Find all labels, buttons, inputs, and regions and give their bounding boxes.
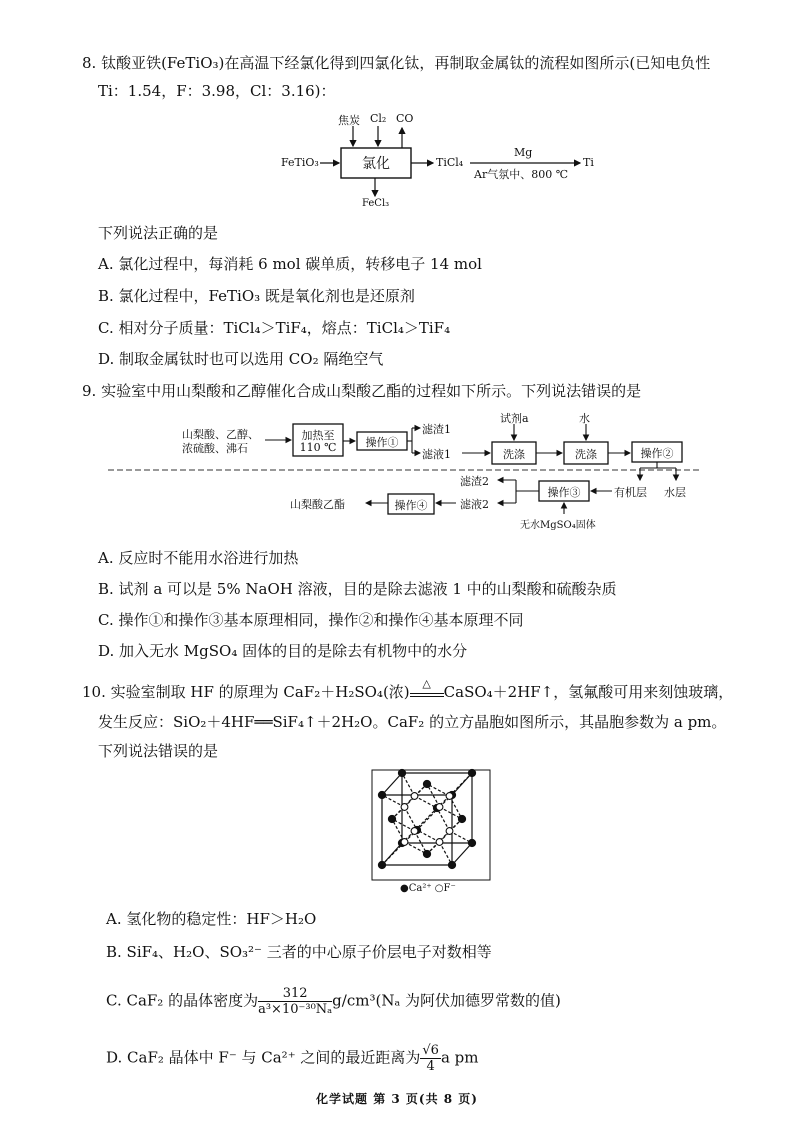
ca-ion	[458, 815, 465, 822]
q9-filtrate1: 滤液1	[422, 448, 451, 461]
f-ion	[436, 839, 443, 846]
q8-feed-label: FeTiO₃	[281, 156, 319, 169]
q9-option-d: D. 加入无水 MgSO₄ 固体的目的是除去有机物中的水分	[98, 642, 468, 660]
q8-final-ti: Ti	[583, 156, 594, 169]
q9-drying-agent: 无水MgSO₄固体	[520, 520, 596, 531]
q9-reactants-line2: 浓硫酸、沸石	[182, 442, 248, 455]
ca-ion	[378, 791, 385, 798]
q9-option-c: C. 操作①和操作③基本原理相同，操作②和操作④基本原理不同	[98, 611, 524, 629]
q9-stem: 9. 实验室中用山梨酸和乙醇催化合成山梨酸乙酯的过程如下所示。下列说法错误的是	[82, 382, 642, 400]
q10-option-b: B. SiF₄、H₂O、SO₃²⁻ 三者的中心原子价层电子对数相等	[106, 943, 492, 961]
ca-ion	[468, 839, 475, 846]
q8-stem-line2: Ti：1.54，F：3.98，Cl：3.16)：	[98, 82, 336, 100]
q9-product: 山梨酸乙酯	[290, 498, 345, 511]
density-numerator: 312	[258, 986, 332, 1002]
density-fraction	[258, 986, 332, 1017]
cell-edge	[452, 843, 472, 865]
q9-option-b: B. 试剂 a 可以是 5% NaOH 溶液，目的是除去滤液 1 中的山梨酸和硫酸杂质	[98, 580, 617, 598]
q8-input-cl2: Cl₂	[370, 112, 387, 125]
q9-op2-box: 操作②	[640, 447, 674, 460]
q10-option-d-suffix: a pm	[440, 1048, 479, 1067]
ca-ion	[423, 850, 430, 857]
q9-heat-box-line2: 110 ℃	[299, 441, 337, 454]
q8-option-a: A. 氯化过程中，每消耗 6 mol 碳单质，转移电子 14 mol	[98, 255, 482, 273]
f-ion	[401, 804, 408, 811]
q10-stem-line2: 发生反应：SiO₂＋4HF══SiF₄↑＋2H₂O。CaF₂ 的立方晶胞如图所示，其晶胞参数为 a pm。	[98, 713, 727, 731]
q8-input-coke: 焦炭	[338, 114, 360, 127]
q8-option-b: B. 氯化过程中，FeTiO₃ 既是氧化剂也是还原剂	[98, 287, 415, 305]
q9-water: 水	[579, 412, 590, 425]
q10-option-c-prefix: C. CaF₂ 的晶体密度为	[106, 991, 259, 1010]
q9-filtrate2: 滤液2	[460, 498, 489, 511]
q8-reagent-mg: Mg	[514, 146, 533, 159]
q10-option-c	[106, 986, 561, 1017]
q8-option-c: C. 相对分子质量：TiCl₄＞TiF₄，熔点：TiCl₄＞TiF₄	[98, 319, 451, 337]
f-ion	[436, 804, 443, 811]
distance-numerator: √6	[422, 1043, 439, 1058]
f-ion	[411, 793, 418, 800]
q10-heat-symbol: △	[422, 677, 431, 690]
q9-option-a: A. 反应时不能用水浴进行加热	[98, 549, 299, 567]
q9-reagent-a: 试剂a	[500, 412, 529, 425]
q10-prompt: 下列说法错误的是	[98, 742, 219, 760]
q9-op3-box: 操作③	[547, 486, 581, 499]
q8-product-ticl4: TiCl₄	[436, 156, 464, 169]
ca-ion	[448, 861, 455, 868]
f-ion	[411, 828, 418, 835]
cell-edge	[382, 773, 402, 795]
q8-stem-line1: 8. 钛酸亚铁(FeTiO₃)在高温下经氯化得到四氯化钛，再制取金属钛的流程如图所示(已知电负性	[82, 54, 711, 72]
q9-op4-box: 操作④	[394, 499, 428, 512]
q9-reactants-line1: 山梨酸、乙醇、	[182, 428, 259, 441]
density-denominator: a³×10⁻³⁰Nₐ	[258, 1002, 333, 1017]
q8-output-co: CO	[396, 112, 414, 125]
q8-option-d: D. 制取金属钛时也可以选用 CO₂ 隔绝空气	[98, 350, 384, 368]
q8-chlorination-box: 氯化	[362, 156, 390, 172]
q8-condition: Ar气氛中、800 ℃	[474, 168, 568, 181]
q10-option-a: A. 氢化物的稳定性：HF＞H₂O	[106, 910, 317, 928]
q9-organic-layer: 有机层	[614, 486, 647, 499]
q10-stem-part2: CaSO₄＋2HF↑，氢氟酸可用来刻蚀玻璃，	[443, 683, 734, 701]
cell-legend: ●Ca²⁺ ○F⁻	[400, 883, 456, 894]
q8-output-fecl3: FeCl₃	[362, 198, 390, 209]
q9-wash2-box: 洗涤	[575, 448, 597, 461]
page-footer: 化学试题 第 3 页(共 8 页)	[316, 1092, 478, 1106]
q10-stem-part1: 10. 实验室制取 HF 的原理为 CaF₂＋H₂SO₄(浓)	[82, 683, 410, 701]
q10-option-d-prefix: D. CaF₂ 晶体中 F⁻ 与 Ca²⁺ 之间的最近距离为	[106, 1048, 421, 1067]
f-ion	[401, 839, 408, 846]
distance-denominator: 4	[426, 1059, 435, 1074]
q9-aqueous-layer: 水层	[664, 486, 686, 499]
q9-residue1: 滤渣1	[422, 423, 451, 436]
distance-fraction	[420, 1043, 441, 1074]
ca-ion	[388, 815, 395, 822]
q8-prompt: 下列说法正确的是	[98, 224, 219, 242]
f-ion	[446, 793, 453, 800]
ca-ion	[423, 780, 430, 787]
q9-op1-box: 操作①	[365, 436, 399, 449]
ca-ion	[378, 861, 385, 868]
q9-residue2: 滤渣2	[460, 475, 489, 488]
q10-option-d	[106, 1043, 479, 1074]
q10-option-c-suffix: g/cm³(Nₐ 为阿伏加德罗常数的值)	[332, 991, 561, 1010]
q9-heat-box-line1: 加热至	[301, 429, 335, 442]
f-ion	[446, 828, 453, 835]
q9-wash1-box: 洗涤	[503, 448, 525, 461]
